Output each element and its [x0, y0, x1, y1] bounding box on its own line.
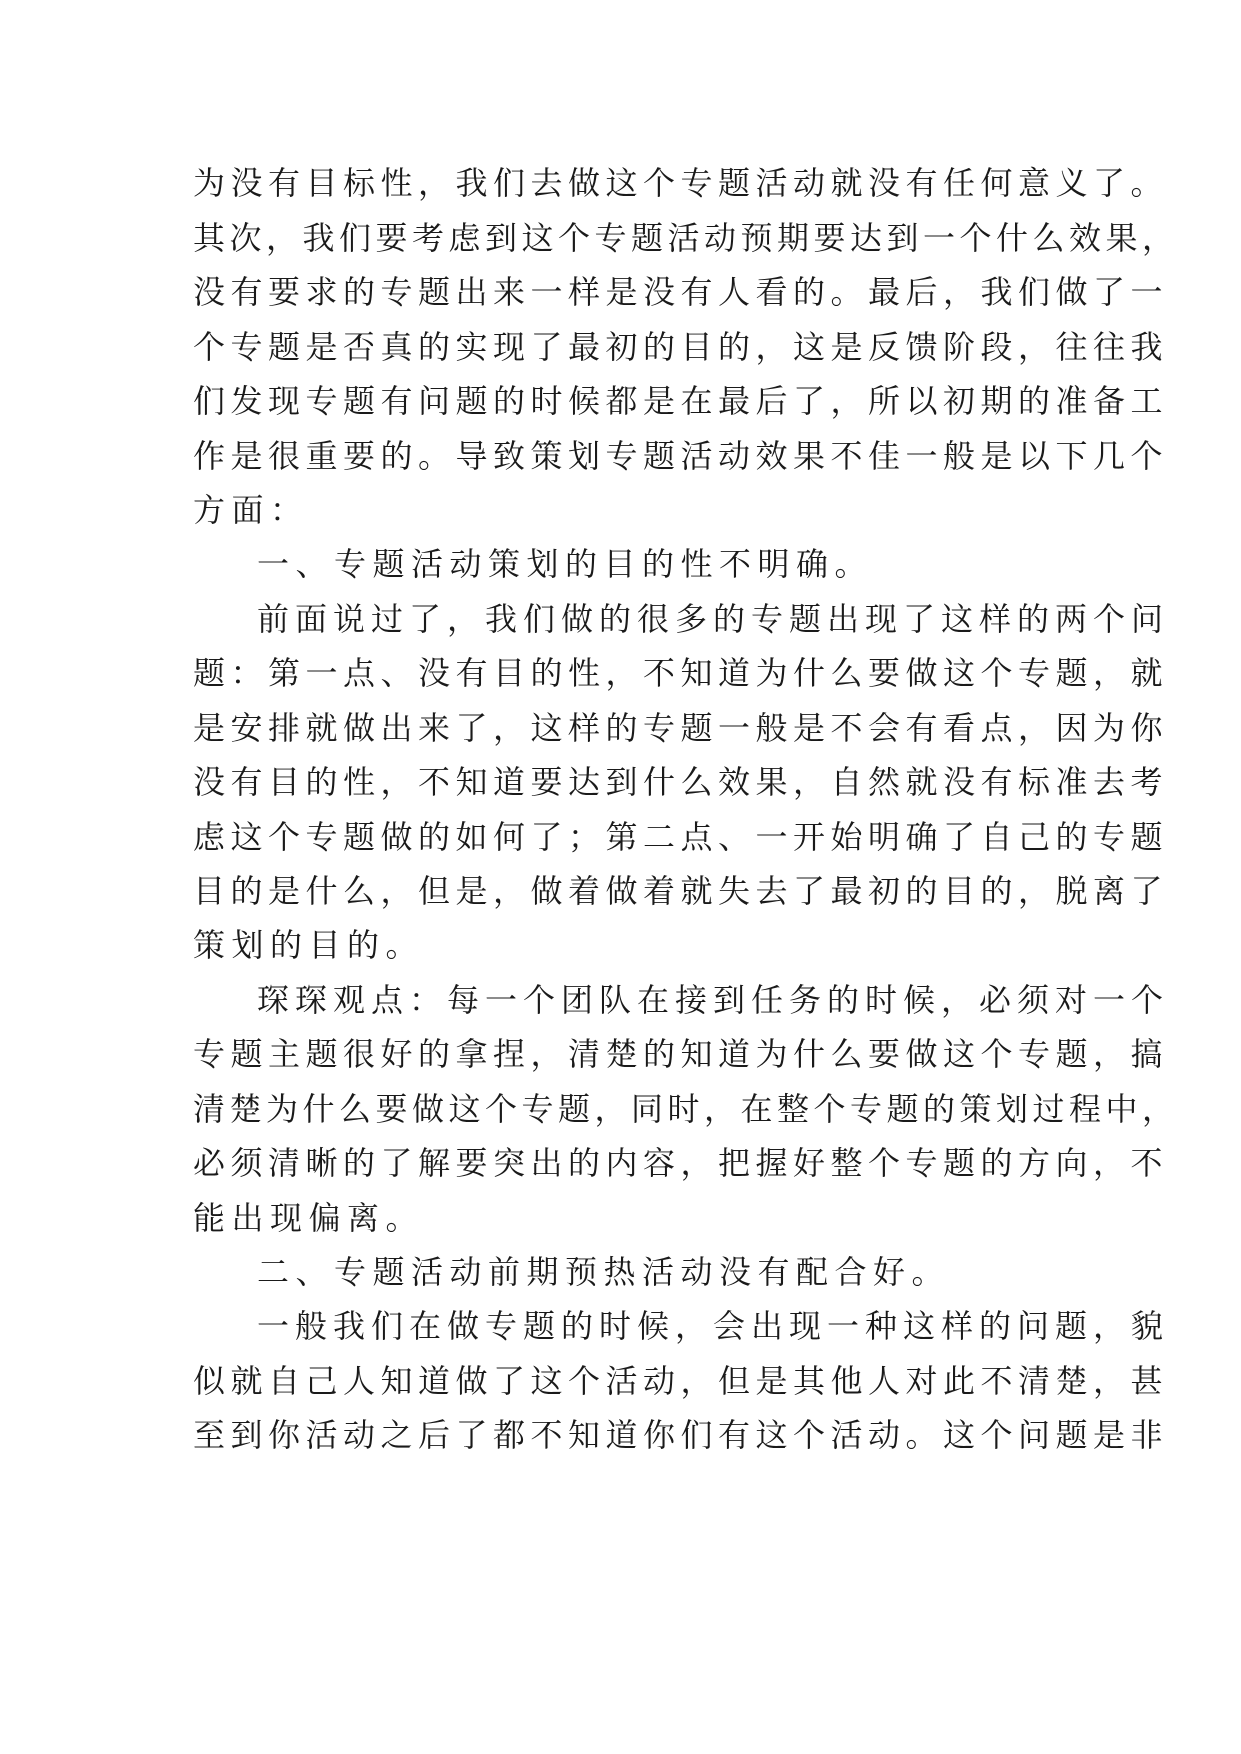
section-heading: 一、专题活动策划的目的性不明确。: [257, 545, 874, 583]
text-line: 是安排就做出来了，这样的专题一般是不会有看点，因为你: [193, 709, 1169, 747]
text-line: 作是很重要的。导致策划专题活动效果不佳一般是以下几个: [193, 437, 1169, 475]
text-line: 必须清晰的了解要突出的内容，把握好整个专题的方向，不: [193, 1144, 1169, 1182]
text-line: 专题主题很好的拿捏，清楚的知道为什么要做这个专题，搞: [193, 1035, 1169, 1073]
text-line: 目的是什么，但是，做着做着就失去了最初的目的，脱离了: [193, 872, 1169, 910]
section-heading: 二、专题活动前期预热活动没有配合好。: [257, 1253, 951, 1291]
text-line: 似就自己人知道做了这个活动，但是其他人对此不清楚，甚: [193, 1362, 1169, 1400]
text-line: 为没有目标性，我们去做这个专题活动就没有任何意义了。: [193, 164, 1169, 202]
text-line: 一般我们在做专题的时候，会出现一种这样的问题，貌: [257, 1307, 1170, 1345]
text-line: 清楚为什么要做这个专题，同时，在整个专题的策划过程中，: [193, 1090, 1179, 1128]
text-line: 至到你活动之后了都不知道你们有这个活动。这个问题是非: [193, 1416, 1169, 1454]
text-line: 策划的目的。: [193, 926, 425, 964]
text-line: 虑这个专题做的如何了；第二点、一开始明确了自己的专题: [193, 818, 1169, 856]
text-line: 没有要求的专题出来一样是没有人看的。最后，我们做了一: [193, 273, 1169, 311]
text-line: 前面说过了，我们做的很多的专题出现了这样的两个问: [257, 600, 1170, 638]
text-line: 琛琛观点：每一个团队在接到任务的时候，必须对一个: [257, 981, 1170, 1019]
text-line: 其次，我们要考虑到这个专题活动预期要达到一个什么效果，: [193, 219, 1179, 257]
text-line: 方面：: [193, 491, 309, 529]
text-line: 能出现偏离。: [193, 1199, 425, 1237]
text-line: 没有目的性，不知道要达到什么效果，自然就没有标准去考: [193, 763, 1169, 801]
text-line: 个专题是否真的实现了最初的目的，这是反馈阶段，往往我: [193, 328, 1169, 366]
text-line: 题：第一点、没有目的性，不知道为什么要做这个专题，就: [193, 654, 1169, 692]
text-line: 们发现专题有问题的时候都是在最后了，所以初期的准备工: [193, 382, 1169, 420]
